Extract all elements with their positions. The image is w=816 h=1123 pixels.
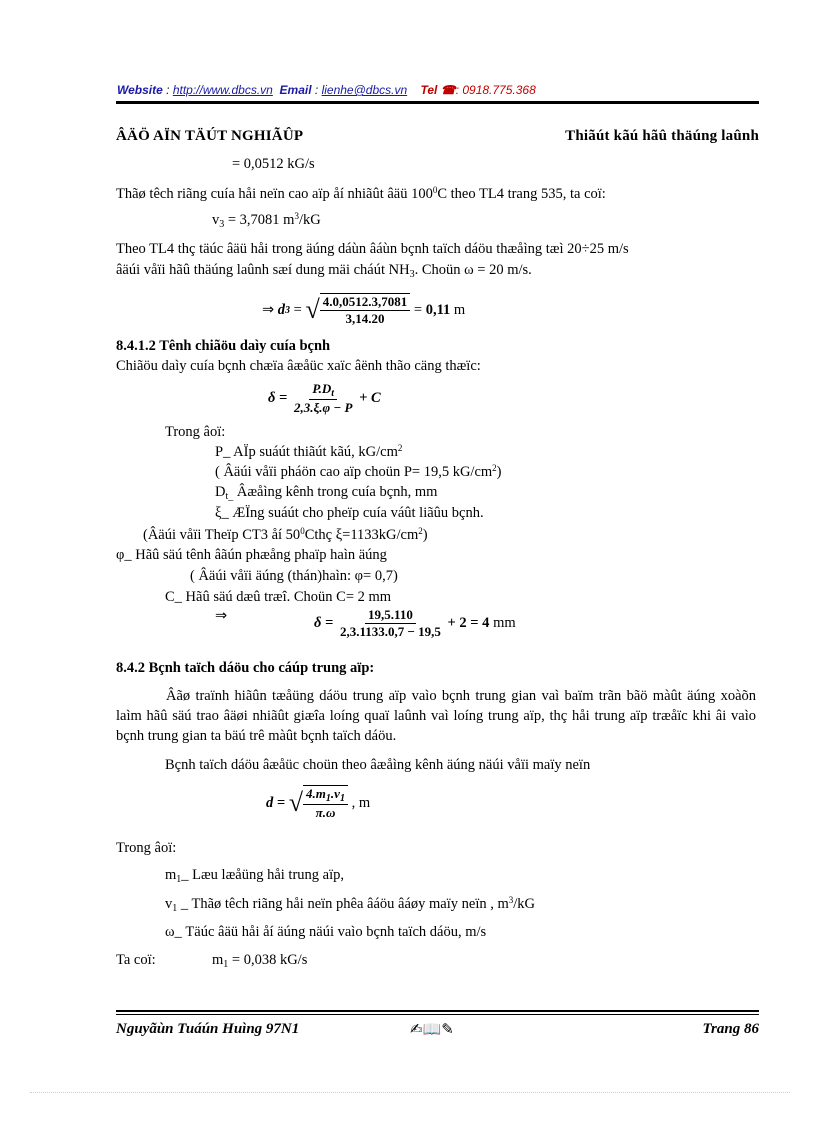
footer-page-number: Trang 86 bbox=[702, 1021, 759, 1037]
formula-d3: ⇒ d 3 = √ $\frac{4.0,0512.3,7081}{3,14.20}$ = 0,11 m bbox=[262, 294, 466, 326]
formula-diameter: d = √ $\frac{4.m_1.v_1}{\pi.\omega}$ , m bbox=[266, 786, 371, 820]
fraction-thickness-result: $\frac{19,5.110}{2,3.1133.0,7 - 19,5}$ bbox=[339, 607, 441, 639]
def-phi-value: ( Âäúi våïi äúng (thán)haìn: φ= 0,7) bbox=[190, 568, 398, 584]
thickness-intro: Chiãöu daìy cuía bçnh chæïa âæåüc xaïc âënh thão cäng thæïc: bbox=[116, 358, 481, 374]
def-phi: φ_ Hãû säú tênh âãún phæång phaïp haìn äúng bbox=[116, 547, 387, 563]
def-c: C_ Hãû säú dæû træî. Choün C= 2 mm bbox=[165, 589, 392, 605]
selection-sentence: Bçnh taïch dáöu âæåüc choün theo âæåìng kênh äúng näúi våïi maïy neïn bbox=[165, 757, 591, 773]
def-xi: ξ_ ÆÏng suáút cho pheïp cuía váût liãûu bçnh. bbox=[215, 505, 484, 521]
fraction-d3: $\frac{4.0,0512.3,7081}{3,14.20}$ bbox=[320, 293, 411, 327]
tel-label: Tel bbox=[420, 83, 438, 97]
def-xi-value: (Âäúi våïi Theïp CT3 åí $50^0Cthç$ $\xi=1133kG/cm^2$) bbox=[143, 526, 428, 543]
formula-thickness-result: δ = $\frac{19,5.110}{2,3.1133.0,7 - 19,5}$ + 2 = 4 mm bbox=[314, 607, 516, 639]
heading-8-4-2: 8.4.2 Bçnh taïch dáöu cho cáúp trung aïp: bbox=[116, 660, 375, 676]
page-edge-divider bbox=[30, 1092, 790, 1093]
implies-arrow-2: ⇒ bbox=[215, 608, 228, 624]
given-label: Ta coï: bbox=[116, 952, 156, 968]
website-label: Website bbox=[117, 83, 163, 97]
def-dt: $D_{t\_}$ Âæåìng kênh trong cuía bçnh, mm bbox=[215, 484, 438, 502]
section-title: Thiãút kãú hãû thäúng laûnh bbox=[565, 128, 759, 144]
doc-title: ÂÄÖ AÏN TÄÚT NGHIÃÛP bbox=[116, 128, 304, 144]
def-omega: ω_ Täúc âäü håi åí äúng näúi vaìo bçnh taïch dáöu, m/s bbox=[165, 924, 487, 940]
def-v1: $v_1$ _ Thãø têch riãng håi neïn phêa âáöu âáøy maïy neïn , $m^3/kG$ bbox=[165, 895, 536, 914]
footer-author: Nguyãùn Tuáún Huìng 97N1 bbox=[116, 1021, 300, 1037]
sqrt-icon-2: √ bbox=[288, 788, 304, 817]
phone-icon: ☎ bbox=[440, 83, 456, 97]
where-label-1: Trong âoï: bbox=[165, 424, 226, 440]
formula-thickness: δ = $\frac{P.D_t}{2,3.\xi.\varphi - P}$ + C bbox=[268, 381, 381, 415]
def-p-value: ( Âäúi våïi pháön cao aïp choün P= 19,5 $kG/cm^2$) bbox=[215, 463, 502, 480]
header-rule bbox=[116, 101, 759, 104]
footer-rule-top bbox=[116, 1010, 759, 1012]
def-p: P_ AÏp suáút thiãút kãú, $kG/cm^2$ bbox=[215, 443, 403, 460]
mass-flow-result: = 0,0512 kG/s bbox=[232, 156, 315, 172]
heading-8-4-1-2: 8.4.1.2 Tênh chiãöu daìy cuía bçnh bbox=[116, 338, 331, 354]
specific-volume-v3: $v_3 = 3,7081$ $m^3/kG$ bbox=[212, 211, 321, 230]
implies-arrow: ⇒ bbox=[262, 301, 275, 318]
oil-separator-paragraph: Âãø traïnh hiãûn tæåüng dáöu trung aïp vaìo bçnh trung gian vaì baïm trãn bãö màût äúng xoàõn laìm hãû säú trao âäøi nhiãût giæîa loíng quaï laûnh vaì loíng trung aïp, thç håi trung aïp træåïc khi âi vaìo bçnh trung gian ta bäú trê màût bçnh taïch dáöu. bbox=[116, 688, 756, 744]
where-label-2: Trong âoï: bbox=[116, 840, 177, 856]
sqrt-icon: √ bbox=[305, 295, 320, 324]
footer-ornament-icon: ✍📖✎ bbox=[410, 1020, 454, 1038]
fraction-diameter: $\frac{4.m_1.v_1}{\pi.\omega}$ bbox=[303, 785, 348, 821]
velocity-text-2: âäúi våïi hãû thäúng laûnh sæí dung mäi cháút $NH_3$. Choün ω = 20 m/s. bbox=[116, 262, 532, 280]
given-m1: $m_1 = 0,038$ kG/s bbox=[212, 952, 308, 970]
contact-line: Website : http://www.dbcs.vn Email : lienhe@dbcs.vn Tel ☎: 0918.775.368 bbox=[117, 83, 536, 97]
velocity-text-1: Theo TL4 thç täúc âäü håi trong äúng dáùn âáùn bçnh taïch dáöu thæåìng tæì 20÷25 m/s bbox=[116, 241, 629, 257]
fraction-thickness: $\frac{P.D_t}{2,3.\xi.\varphi - P}$ bbox=[293, 381, 353, 415]
email-label: Email bbox=[279, 83, 312, 97]
def-m1: $m_1\_$ Læu læåüng håi trung aïp, bbox=[165, 867, 344, 885]
footer-rule-bottom bbox=[116, 1014, 759, 1015]
tel-value: : 0918.775.368 bbox=[455, 83, 536, 97]
specific-volume-intro: Thãø têch riãng cuía håi neïn cao aïp åí nhiãût âäü $100^0C$ theo TL4 trang 535, ta coï: bbox=[116, 185, 606, 202]
email-link[interactable]: lienhe@dbcs.vn bbox=[321, 83, 408, 97]
website-link[interactable]: http://www.dbcs.vn bbox=[172, 83, 273, 97]
